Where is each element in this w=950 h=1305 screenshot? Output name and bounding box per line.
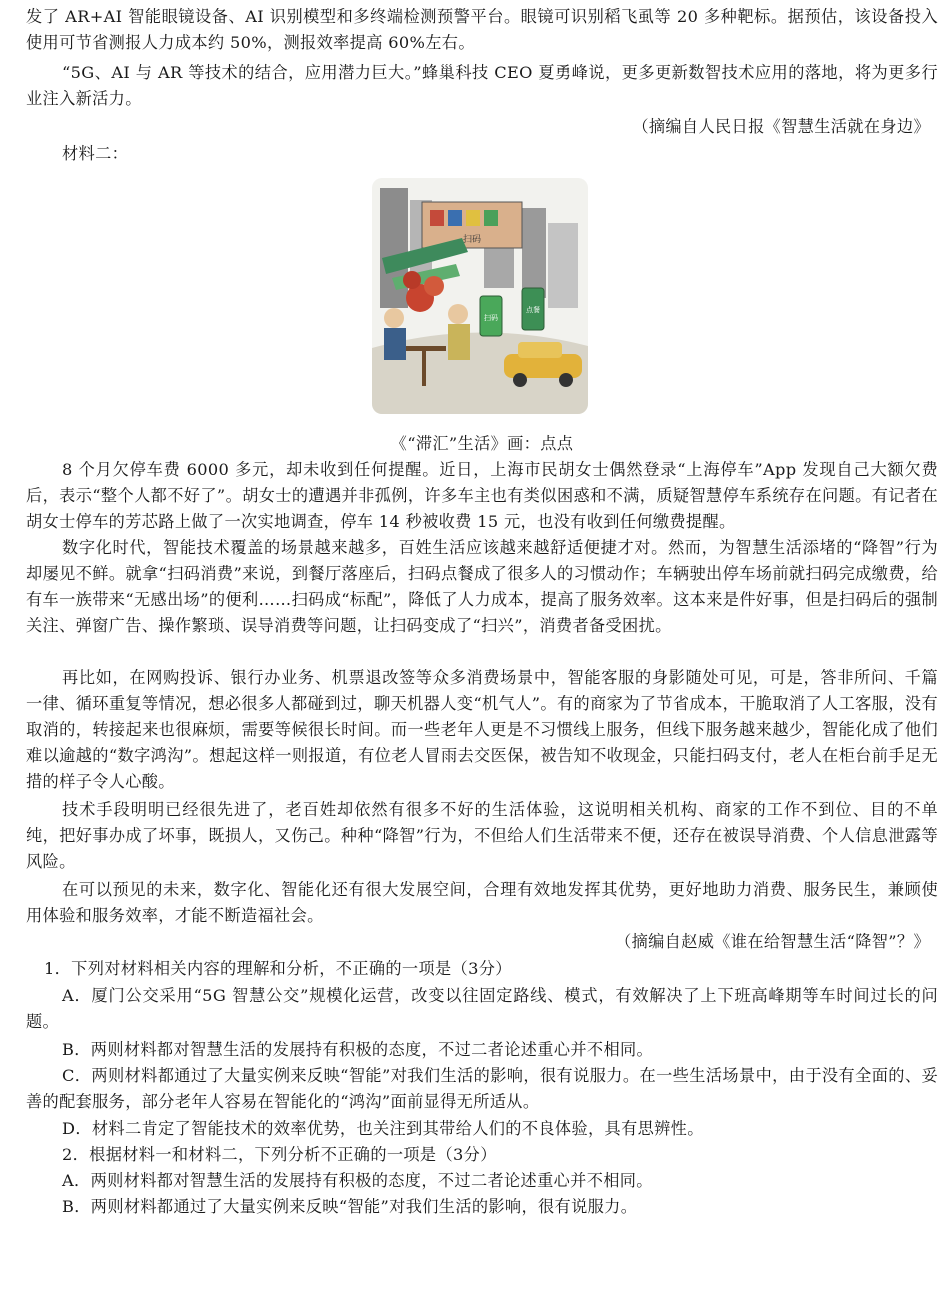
material2-heading: 材料二： bbox=[62, 144, 129, 163]
question-1-option-d: D．材料二肯定了智能技术的效率优势，也关注到其带给人们的不良体验，具有思辨性。 bbox=[62, 1119, 704, 1138]
question-2-option-b: B．两则材料都通过了大量实例来反映“智能”对我们生活的影响，很有说服力。 bbox=[62, 1197, 638, 1216]
billboard-sign: 扫码 bbox=[462, 235, 482, 245]
material2-paragraph-5: 在可以预见的未来，数字化、智能化还有很大发展空间，合理有效地发挥其优势，更好地助力消费、服务民生，兼顾使用体验和服务效率，才能不断造福社会。 bbox=[26, 880, 938, 925]
question-1-option-a: A．厦门公交采用“5G 智慧公交”规模化运营，改变以往固定路线、模式，有效解决了上下班高峰期等车时间过长的问题。 bbox=[26, 986, 938, 1031]
building-left-icon bbox=[380, 188, 408, 308]
material1-paragraph-1: 发了 AR+AI 智能眼镜设备、AI 识别模型和多终端检测预警平台。眼镜可识别稻飞虱等 20 多种靶标。据预估，该设备投入使用可节省测报人力成本约 50%，测报效率提高 60%左右。 bbox=[26, 7, 938, 52]
question-2-option-a: A．两则材料都对智慧生活的发展持有积极的态度，不过二者论述重心并不相同。 bbox=[62, 1171, 653, 1190]
question-1-option-c: C．两则材料都通过了大量实例来反映“智能”对我们生活的影响，很有说服力。在一些生活场景中，由于没有全面的、妥善的配套服务，部分老年人容易在智能化的“鸿沟”面前显得无所适从。 bbox=[26, 1066, 938, 1111]
question-1-option-b: B．两则材料都对智慧生活的发展持有积极的态度，不过二者论述重心并不相同。 bbox=[62, 1040, 654, 1059]
material1-paragraph-2: “5G、AI 与 AR 等技术的结合，应用潜力巨大。”蜂巢科技 CEO 夏勇峰说，更多更新数智技术应用的落地，将为更多行业注入新活力。 bbox=[26, 63, 938, 108]
material1-source: （摘编自人民日报《智慧生活就在身边》 bbox=[632, 117, 930, 136]
phone-label-2: 点餐 bbox=[526, 306, 540, 314]
material2-paragraph-3: 再比如，在网购投诉、银行办业务、机票退改签等众多消费场景中，智能客服的身影随处可见，可是，答非所问、千篇一律、循环重复等情况，想必很多人都碰到过，聊天机器人变“机气人”。有的商家为了节省成本，干脆取消了人工客服，没有取消的，转接起来也很麻烦，需要等候很长时间。而一些老年人更是不习惯线上服务，但线下服务越来越少，智能化成了他们难以逾越的“数字鸿沟”。想起这样一则报道，有位老人冒雨去交医保，被告知不收现金，只能扫码支付，老人在柜台前手足无措的样子令人心酸。 bbox=[26, 668, 938, 791]
material2-paragraph-2: 数字化时代，智能技术覆盖的场景越来越多，百姓生活应该越来越舒适便捷才对。然而，为智慧生活添堵的“降智”行为却屡见不鲜。就拿“扫码消费”来说，到餐厅落座后，扫码点餐成了很多人的习惯动作；车辆驶出停车场前就扫码完成缴费，给有车一族带来“无感出场”的便利……扫码成“标配”，降低了人力成本，提高了服务效率。这本来是件好事，但是扫码后的强制关注、弹窗广告、操作繁琐、误导消费等问题，让扫码变成了“扫兴”，消费者备受困扰。 bbox=[26, 538, 938, 635]
material2-source: （摘编自赵威《谁在给智慧生活“降智”？》 bbox=[615, 932, 930, 951]
question-1-stem: 1．下列对材料相关内容的理解和分析，不正确的一项是（3分） bbox=[44, 959, 512, 978]
person-icon bbox=[384, 308, 404, 328]
phone-label-1: 扫码 bbox=[484, 314, 498, 322]
material2-paragraph-4: 技术手段明明已经很先进了，老百姓却依然有很多不好的生活体验，这说明相关机构、商家的工作不到位、目的不单纯，把好事办成了坏事，既损人，又伤己。种种“降智”行为，不但给人们生活带来不便，还存在被误导消费、个人信息泄露等风险。 bbox=[26, 800, 938, 871]
material2-paragraph-1: 8 个月欠停车费 6000 多元，却未收到任何提醒。近日，上海市民胡女士偶然登录“上海停车”App 发现自己大额欠费后，表示“整个人都不好了”。胡女士的遭遇并非孤例，许多车主也有类似困惑和不满，质疑智慧停车系统存在问题。有记者在胡女士停车的芳芯路上做了一次实地调查，停车 14 秒被收费 15 元，也没有收到任何缴费提醒。 bbox=[26, 460, 938, 531]
cartoon-illustration bbox=[372, 178, 588, 414]
question-2-stem: 2．根据材料一和材料二，下列分析不正确的一项是（3分） bbox=[62, 1145, 497, 1164]
cartoon-caption: 《“滞汇”生活》画：点点 bbox=[390, 434, 574, 453]
